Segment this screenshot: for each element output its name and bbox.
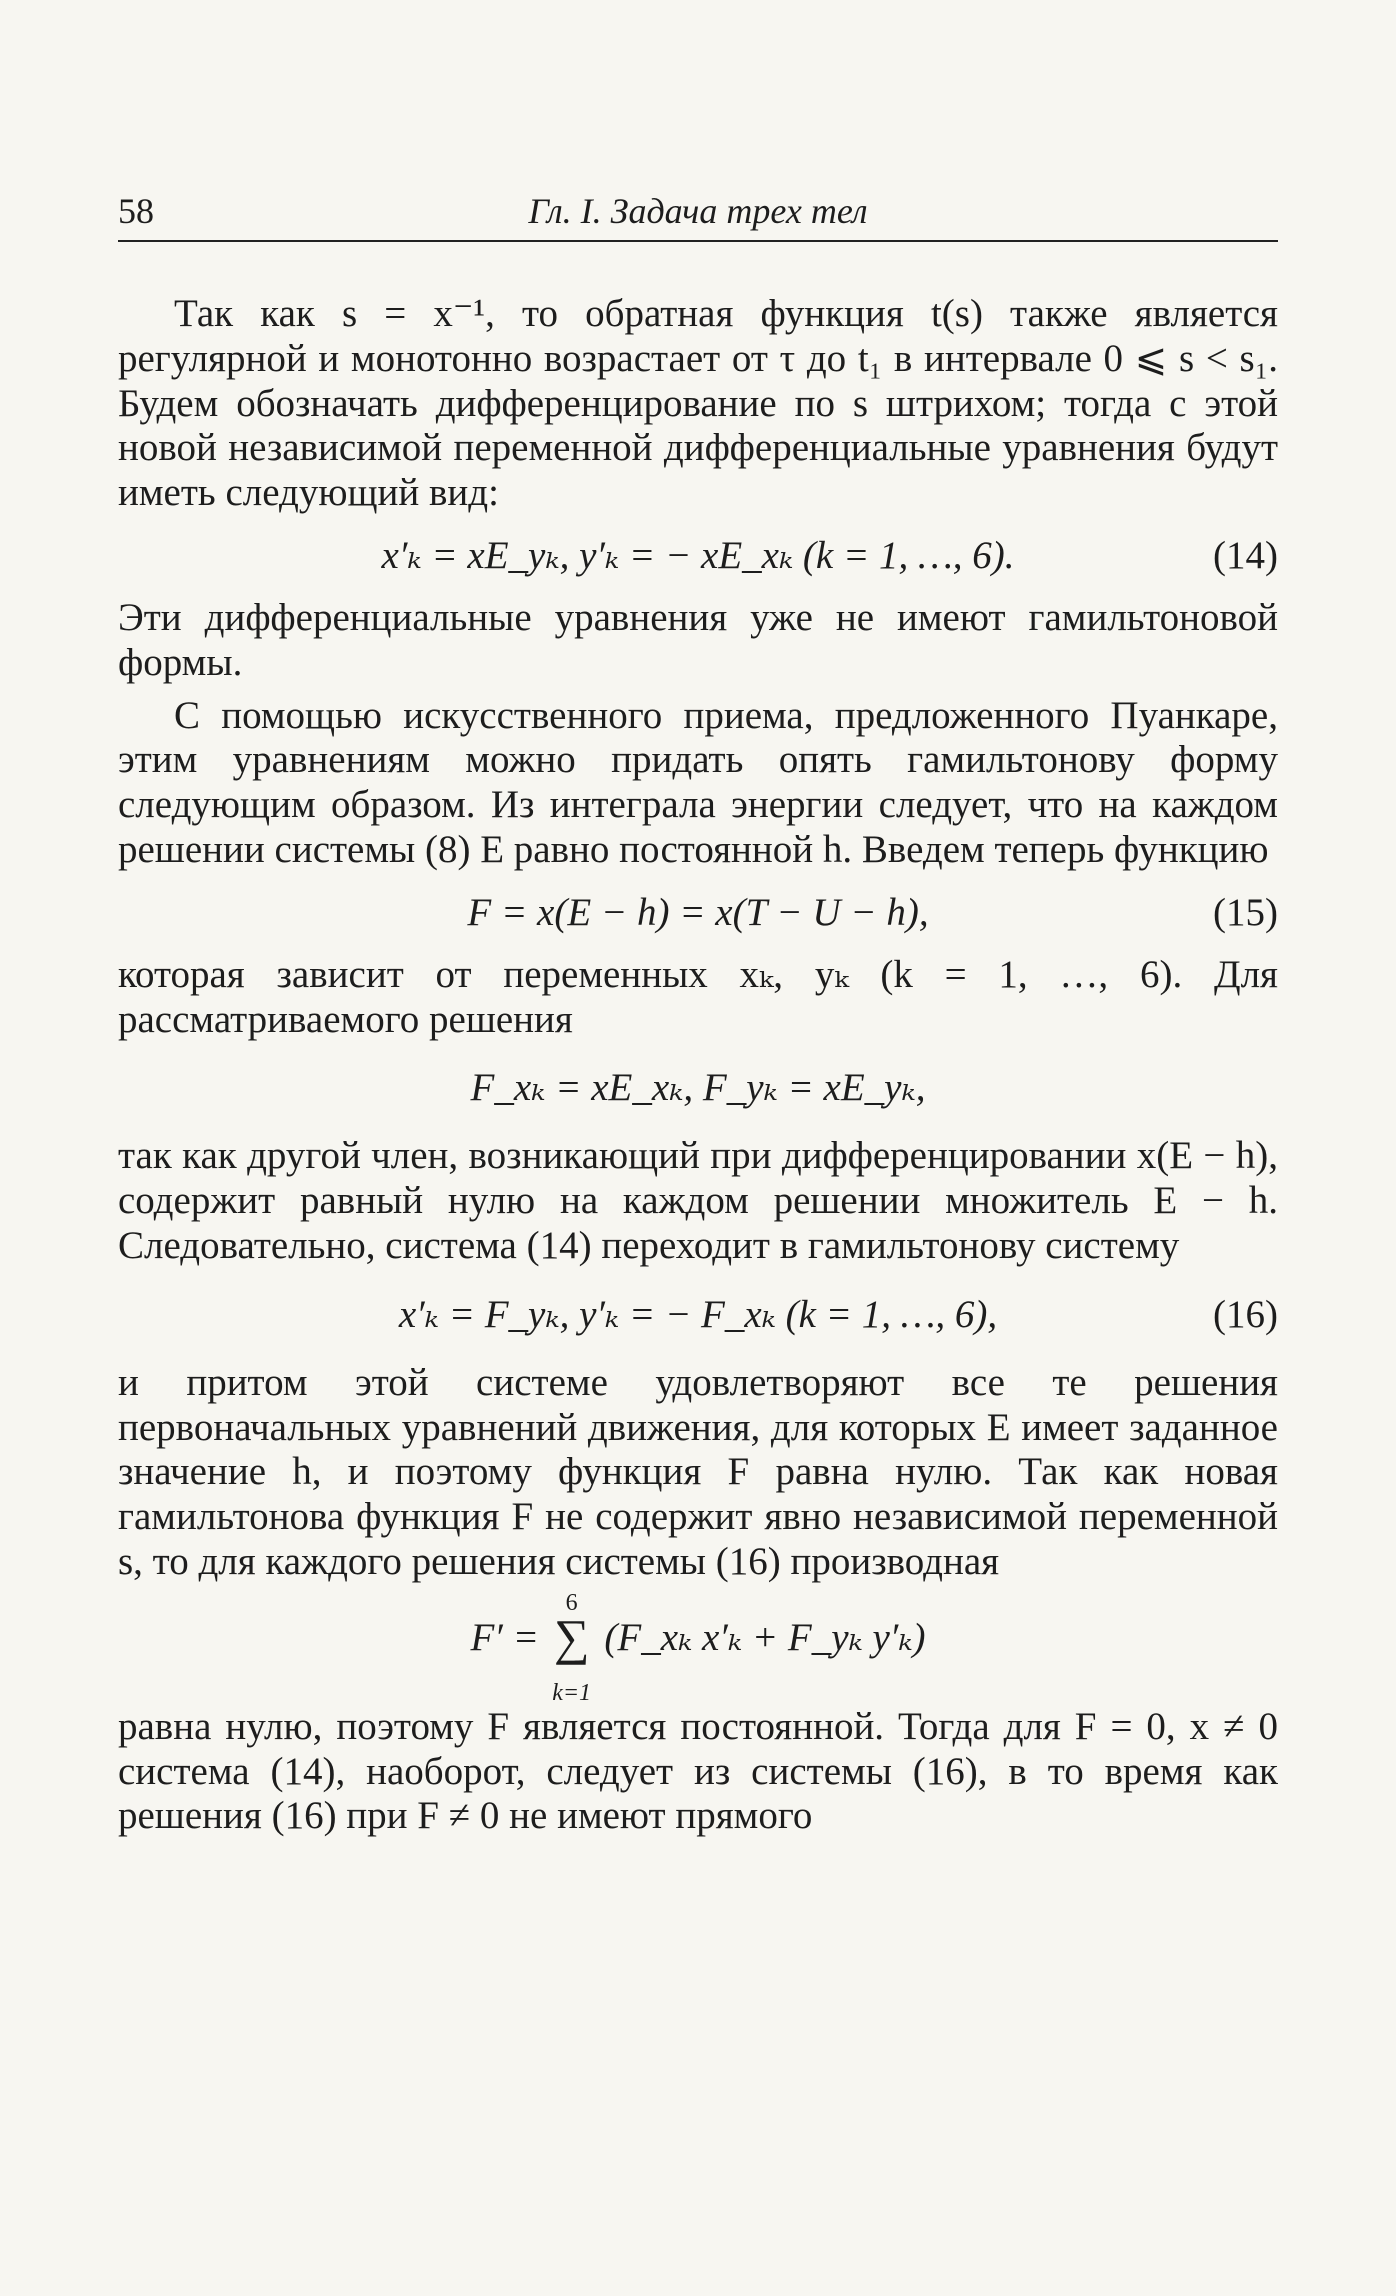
equation-partials xyxy=(118,1042,1278,1134)
equation-15 xyxy=(118,873,1278,953)
paragraph-3: С помощью искусственного приема, предложенного Пуанкаре, этим уравнениям можно придать опять гамильтонову форму следующим образом. Из интеграла энергии следует, что на каждом решении системы (8) E равно постоянной h. Введем теперь функцию xyxy=(118,693,1278,871)
paragraph-7: равна нулю, поэтому F является постоянной. Тогда для F = 0, x ≠ 0 система (14), наоборот, следует из системы (16), в то время как решения (16) при F ≠ 0 не имеют прямого xyxy=(118,1704,1278,1838)
equation-16 xyxy=(118,1269,1278,1361)
sum-upper-limit: 6 xyxy=(565,1589,578,1616)
sigma-glyph: ∑ xyxy=(553,1608,590,1665)
paragraph-1: Так как s = x⁻¹, то обратная функция t(s) также является регулярной и монотонно возрастает от τ до t₁ в интервале 0 ⩽ s < s₁. Будем обозначать дифференцирование по s штрихом; тогда с этой новой независимой переменной дифференциальные уравнения будут иметь следующий вид: xyxy=(118,292,1278,515)
equation-15-body: F = x(E − h) = x(T − U − h), xyxy=(467,890,929,934)
page-body xyxy=(118,292,1278,1839)
paragraph-4: которая зависит от переменных xₖ, yₖ (k = 1, …, 6). Для рассматриваемого решения xyxy=(118,952,1278,1041)
running-title: Гл. I. Задача трех тел xyxy=(528,191,868,231)
sigma-symbol xyxy=(549,1589,595,1706)
equation-15-number: (15) xyxy=(1213,890,1278,934)
equation-14-number: (14) xyxy=(1213,533,1278,577)
equation-14 xyxy=(118,516,1278,596)
equation-sum-terms: (F_xₖ x′ₖ + F_yₖ y′ₖ) xyxy=(604,1615,926,1659)
equation-14-body: x′ₖ = xE_yₖ, y′ₖ = − xE_xₖ (k = 1, …, 6). xyxy=(381,533,1015,577)
equation-16-number: (16) xyxy=(1213,1292,1278,1336)
equation-sum xyxy=(118,1585,1278,1705)
equation-partials-body: F_xₖ = xE_xₖ, F_yₖ = xE_yₖ, xyxy=(470,1066,926,1110)
page-header xyxy=(118,190,1278,242)
equation-16-body: x′ₖ = F_yₖ, y′ₖ = − F_xₖ (k = 1, …, 6), xyxy=(398,1292,998,1336)
equation-sum-body xyxy=(118,1589,1278,1706)
paragraph-2: Эти дифференциальные уравнения уже не имеют гамильтоновой формы. xyxy=(118,595,1278,684)
equation-sum-lhs: F′ = xyxy=(470,1615,539,1659)
sum-lower-limit: k=1 xyxy=(552,1679,592,1706)
paragraph-5: так как другой член, возникающий при дифференцировании x(E − h), содержит равный нулю на каждом решении множитель E − h. Следовательно, система (14) переходит в гамильтонову систему xyxy=(118,1134,1278,1267)
paragraph-6: и притом этой системе удовлетворяют все те решения первоначальных уравнений движения, для которых E имеет заданное значение h, и поэтому функция F равна нулю. Так как новая гамильтонова функция F не содержит явно независимой переменной s, то для каждого решения системы (16) производная xyxy=(118,1360,1278,1583)
page-number: 58 xyxy=(118,191,154,231)
